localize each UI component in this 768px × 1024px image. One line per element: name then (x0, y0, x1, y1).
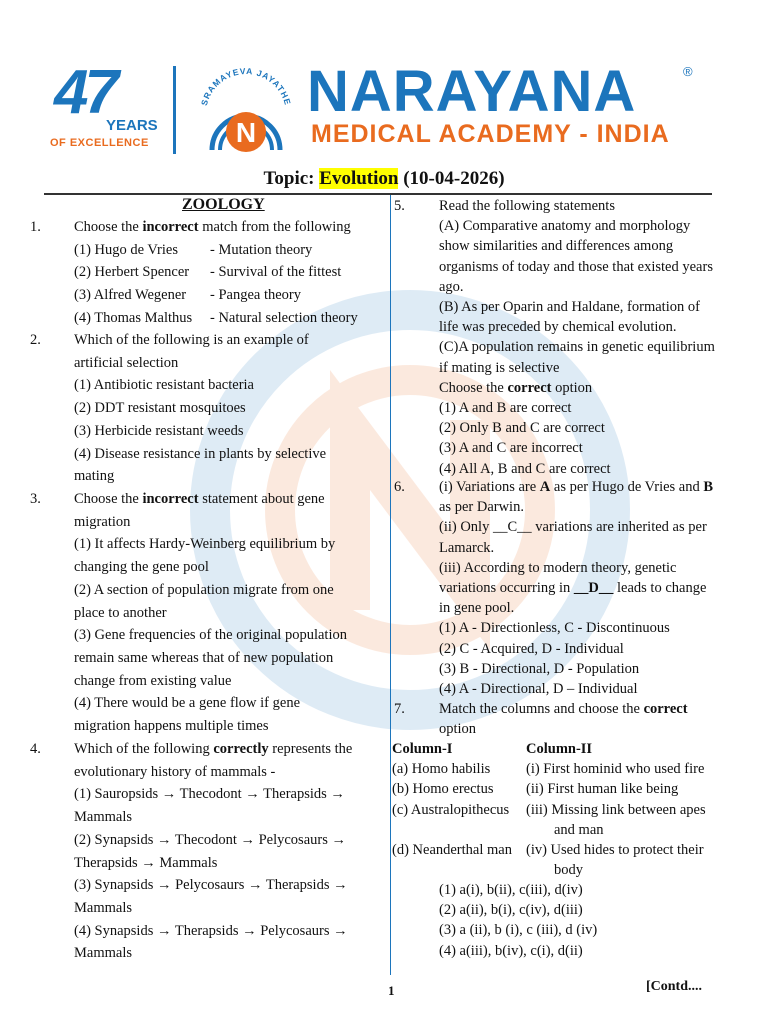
topic-name: Evolution (319, 168, 399, 189)
question-1-stem: Choose the incorrect match from the following (74, 219, 351, 235)
q5-choose: Choose the correct option (439, 379, 593, 396)
q5-statement-a: (A) Comparative anatomy and morphology (439, 218, 691, 235)
question-7-number: 7. (394, 701, 405, 717)
q3-option-3-cont: remain same whereas that of new population (74, 649, 334, 666)
q2-option-4: (4) Disease resistance in plants by selective (74, 445, 327, 462)
question-5-number: 5. (394, 198, 405, 214)
q5-statement-b-cont: life was preceded by chemical evolution. (439, 319, 677, 336)
anniversary-logo (50, 58, 165, 154)
q7-options (439, 880, 739, 961)
question-1 (74, 216, 384, 330)
table-row (392, 779, 706, 799)
q4-option-2: (2) Synapsids → Thecodont → Pelycosaurs → (74, 831, 346, 848)
question-3 (74, 488, 384, 738)
q3-option-2-cont: place to another (74, 604, 167, 621)
q2-stem-line-2: artificial selection (74, 354, 179, 371)
q4-option-2-cont: Therapsids → Mammals (74, 854, 218, 871)
q7-option-3: (3) a (ii), b (i), c (iii), d (iv) (439, 922, 598, 939)
table-row (392, 800, 706, 840)
match-row-d-col2: (iv) Used hides to protect their body (526, 842, 704, 879)
question-2-number: 2. (30, 332, 41, 348)
q5-option-4: (4) All A, B and C are correct (439, 460, 611, 477)
match-row-a-col2: (i) First hominid who used fire (526, 761, 705, 778)
q4-option-1: (1) Sauropsids → Thecodont → Therapsids → (74, 786, 345, 803)
q6-option-1: (1) A - Directionless, C - Discontinuous (439, 620, 670, 637)
q2-option-1: (1) Antibiotic resistant bacteria (74, 377, 254, 394)
q2-stem-line-1: Which of the following is an example of (74, 332, 309, 348)
topic-underline (44, 193, 712, 195)
anniversary-tagline: OF EXCELLENCE (50, 137, 149, 149)
q3-option-4-cont: migration happens multiple times (74, 718, 269, 735)
question-7 (439, 699, 739, 739)
q5-statement-c: (C)A population remains in genetic equilibrium (439, 339, 715, 356)
q3-stem: Choose the incorrect statement about gene (74, 491, 325, 507)
page-number: 1 (388, 983, 395, 998)
q3-stem-line-2: migration (74, 513, 131, 530)
table-row (392, 759, 706, 779)
continued-label: [Contd.... (646, 979, 703, 994)
q3-option-1-cont: changing the gene pool (74, 559, 209, 576)
q6-part-ii-cont: Lamarck. (439, 539, 495, 556)
q6-part-i-cont: as per Darwin. (439, 499, 524, 516)
question-4-number: 4. (30, 741, 41, 757)
q4-option-4-cont: Mammals (74, 945, 132, 962)
topic-date: (10-04-2026) (403, 168, 505, 189)
brand-subtitle: MEDICAL ACADEMY - INDIA (311, 120, 670, 148)
q3-option-3-cont-2: change from existing value (74, 672, 232, 689)
question-5 (439, 196, 739, 479)
question-4 (74, 738, 384, 965)
q1-option-2: (2) Herbert Spencer - Survival of the fittest (74, 264, 342, 281)
q6-option-3: (3) B - Directional, D - Population (439, 660, 640, 677)
q6-part-iii: (iii) According to modern theory, genetic (439, 559, 677, 576)
q7-option-1: (1) a(i), b(ii), c(iii), d(iv) (439, 882, 583, 898)
q1-option-3: (3) Alfred Wegener - Pangea theory (74, 287, 301, 304)
column-divider (390, 195, 391, 975)
anniversary-years: YEARS (106, 117, 158, 134)
table-row (392, 840, 706, 880)
q1-option-1: (1) Hugo de Vries - Mutation theory (74, 241, 313, 258)
q2-option-4-cont: mating (74, 468, 115, 485)
q7-stem-line-2: option (439, 721, 477, 738)
question-6 (439, 477, 739, 699)
q4-stem-line-2: evolutionary history of mammals - (74, 763, 276, 780)
match-row-d-col1: (d) Neanderthal man (392, 842, 512, 859)
q5-option-3: (3) A and C are incorrect (439, 440, 583, 457)
q5-stem: Read the following statements (439, 198, 615, 214)
column-1-header: Column-I (392, 741, 453, 757)
question-6-number: 6. (394, 479, 405, 495)
q4-option-1-cont: Mammals (74, 809, 132, 826)
question-3-number: 3. (30, 491, 41, 507)
section-title: ZOOLOGY (182, 196, 265, 213)
q3-option-3: (3) Gene frequencies of the original population (74, 627, 347, 644)
match-row-c-col2: (iii) Missing link between apes and man (526, 801, 706, 838)
q4-option-3-cont: Mammals (74, 899, 132, 916)
header-divider (173, 66, 176, 154)
q1-option-4: (4) Thomas Malthus - Natural selection theory (74, 309, 358, 326)
match-table (392, 739, 706, 880)
q5-statement-a-cont-2: organisms of today and those that existed years (439, 258, 713, 275)
anniversary-number: 47 (54, 58, 115, 127)
q5-statement-a-cont: show similarities and differences among (439, 238, 674, 255)
q6-part-iii-cont-2: in gene pool. (439, 600, 515, 617)
q2-option-2: (2) DDT resistant mosquitoes (74, 400, 246, 417)
q5-statement-c-cont: if mating is selective (439, 359, 560, 376)
svg-text:SRAMAYEVA JAYATHE: SRAMAYEVA JAYATHE (198, 65, 294, 107)
question-1-number: 1. (30, 219, 41, 235)
match-table-header (392, 739, 706, 759)
q6-part-ii: (ii) Only __C__ variations are inherited as per (439, 519, 707, 536)
registered-mark: ® (683, 64, 693, 79)
q3-option-1: (1) It affects Hardy-Weinberg equilibrium by (74, 536, 336, 553)
q3-option-4: (4) There would be a gene flow if gene (74, 695, 301, 712)
match-row-c-col1: (c) Australopithecus (392, 801, 510, 818)
topic-heading (0, 168, 768, 190)
q6-option-4: (4) A - Directional, D – Individual (439, 681, 638, 698)
topic-prefix: Topic: (263, 168, 315, 189)
svg-text:N: N (235, 117, 257, 148)
q4-option-4: (4) Synapsids → Therapsids → Pelycosaurs → (74, 922, 348, 939)
brand-name: NARAYANA (307, 59, 637, 124)
q3-option-2: (2) A section of population migrate from one (74, 581, 334, 598)
match-row-b-col2: (ii) First human like being (526, 781, 679, 798)
question-2 (74, 329, 384, 488)
q5-option-2: (2) Only B and C are correct (439, 420, 605, 437)
q6-option-2: (2) C - Acquired, D - Individual (439, 640, 624, 657)
q4-stem: Which of the following correctly represents the (74, 741, 353, 757)
q6-part-i: (i) Variations are A as per Hugo de Vries and B (439, 479, 714, 495)
q7-option-2: (2) a(ii), b(i), c(iv), d(iii) (439, 902, 583, 919)
match-row-a-col1: (a) Homo habilis (392, 761, 491, 778)
match-row-b-col1: (b) Homo erectus (392, 781, 494, 798)
q2-option-3: (3) Herbicide resistant weeds (74, 422, 244, 439)
q5-option-1: (1) A and B are correct (439, 400, 572, 417)
q5-statement-a-cont-3: ago. (439, 278, 464, 295)
q7-stem: Match the columns and choose the correct (439, 701, 688, 717)
q6-part-iii-cont: variations occurring in __D__ leads to change (439, 580, 707, 597)
q7-option-4: (4) a(iii), b(iv), c(i), d(ii) (439, 942, 583, 959)
column-2-header: Column-II (526, 741, 593, 757)
q4-option-3: (3) Synapsids → Pelycosaurs → Therapsids → (74, 877, 348, 894)
narayana-emblem-icon (192, 62, 300, 154)
q5-statement-b: (B) As per Oparin and Haldane, formation of (439, 299, 700, 316)
